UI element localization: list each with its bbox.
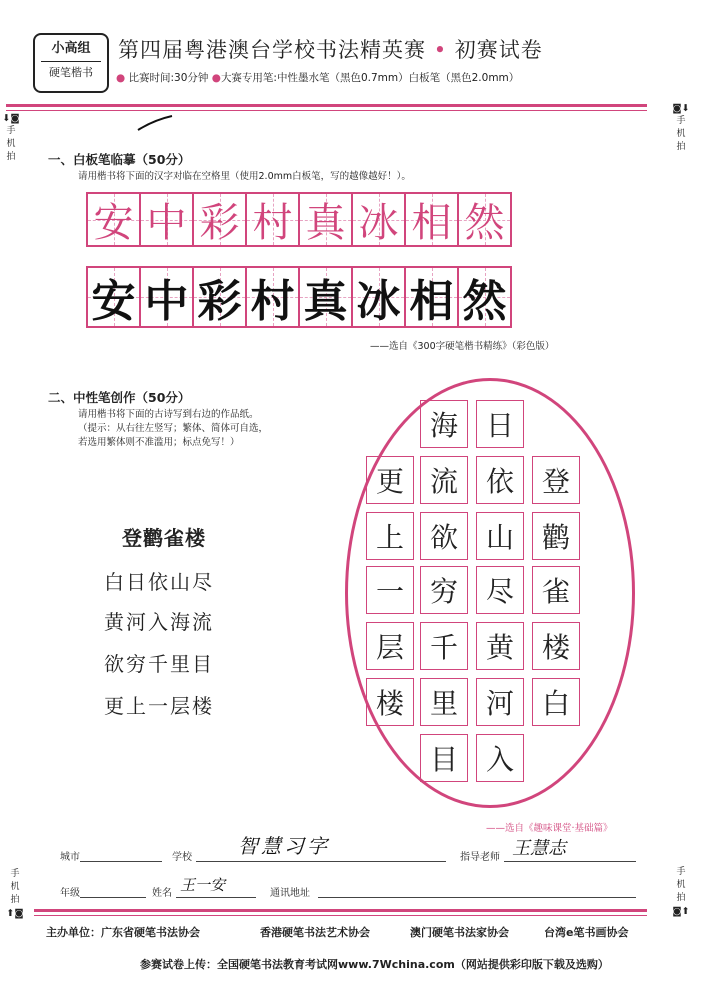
- upload-info: 参赛试卷上传：全国硬笔书法教育考试网www.7Wchina.com（网站提供彩印版下载及选购）: [140, 958, 609, 971]
- side-note-left-top: ⬇◙ 手机拍: [2, 113, 20, 162]
- grade-label: 年级: [60, 888, 80, 899]
- section1-instruction: 请用楷书将下面的汉字对临在空格里（使用2.0mm白板笔，写的越像越好！）。: [78, 171, 411, 182]
- badge-style-label: 硬笔楷书: [41, 61, 101, 84]
- practice-cell: 中: [139, 266, 194, 328]
- practice-cell: 真: [298, 266, 353, 328]
- oval-cell: 尽: [476, 566, 524, 614]
- oval-cell: 登: [532, 456, 580, 504]
- oval-cell: 里: [420, 678, 468, 726]
- model-cell: 中: [139, 192, 194, 247]
- page-title: 第四届粤港澳台学校书法精英赛 • 初赛试卷: [118, 38, 543, 62]
- oval-cell: 一: [366, 566, 414, 614]
- name-field[interactable]: [176, 896, 256, 898]
- oval-cell: 目: [420, 734, 468, 782]
- school-value: 智慧习字: [238, 834, 330, 858]
- oval-cell: 上: [366, 512, 414, 560]
- practice-cell: 然: [457, 266, 512, 328]
- practice-cell: 彩: [192, 266, 247, 328]
- exam-info: ● 比赛时间:30分钟 ●大赛专用笔:中性墨水笔（黑色0.7mm）白板笔（黑色2.0mm）: [116, 72, 520, 84]
- oval-cell: 海: [420, 400, 468, 448]
- side-note-right-top: ◙⬇ 手机拍: [672, 103, 690, 152]
- section2-heading: 二、中性笔创作（50分）: [48, 390, 191, 405]
- camera-icon: ⬆◙: [6, 908, 24, 919]
- oval-cell: 黄: [476, 622, 524, 670]
- badge-group-label: 小高组: [51, 41, 91, 56]
- oval-cell: 更: [366, 456, 414, 504]
- section1-source: ——选自《300字硬笔楷书精练》（彩色版）: [370, 341, 555, 352]
- teacher-value: 王慧志: [512, 838, 566, 859]
- school-label: 学校: [172, 852, 192, 863]
- poem-line: 更上一层楼: [104, 694, 214, 718]
- section2-instruction-3: 若选用繁体则不准滥用；标点免写！）: [78, 437, 240, 448]
- oval-cell: 欲: [420, 512, 468, 560]
- city-label: 城市: [60, 852, 80, 863]
- teacher-field[interactable]: [504, 860, 636, 862]
- footer-divider: [34, 909, 647, 912]
- practice-cell: 冰: [351, 266, 406, 328]
- oval-cell: 楼: [532, 622, 580, 670]
- model-cell: 安: [86, 192, 141, 247]
- model-cell: 村: [245, 192, 300, 247]
- grade-field[interactable]: [80, 896, 146, 898]
- oval-cell: 河: [476, 678, 524, 726]
- poem-line: 黄河入海流: [104, 610, 214, 634]
- section2-source: ——选自《趣味课堂·基础篇》: [486, 823, 613, 834]
- oval-cell: 白: [532, 678, 580, 726]
- section2-instruction-1: 请用楷书将下面的古诗写到右边的作品纸。: [78, 409, 259, 420]
- oval-cell: 流: [420, 456, 468, 504]
- poem-line: 白日依山尽: [104, 570, 214, 594]
- oval-cell: 层: [366, 622, 414, 670]
- school-field[interactable]: [196, 860, 446, 862]
- oval-cell: 楼: [366, 678, 414, 726]
- camera-icon: ◙⬆: [672, 906, 690, 917]
- section2-instruction-2: （提示：从右往左竖写；繁体、简体可自选，: [78, 423, 269, 434]
- address-field[interactable]: [318, 896, 636, 898]
- name-value: 王一安: [180, 876, 226, 894]
- oval-cell: 日: [476, 400, 524, 448]
- oval-cell: 千: [420, 622, 468, 670]
- practice-cell: 相: [404, 266, 459, 328]
- name-label: 姓名: [152, 888, 172, 899]
- organizer-1: 主办单位：广东省硬笔书法协会: [46, 926, 200, 939]
- practice-cell: 村: [245, 266, 300, 328]
- camera-icon: ⬇◙: [2, 113, 20, 124]
- oval-cell: 雀: [532, 566, 580, 614]
- teacher-label: 指导老师: [460, 852, 500, 863]
- oval-cell: 穷: [420, 566, 468, 614]
- model-cell: 然: [457, 192, 512, 247]
- model-cell: 真: [298, 192, 353, 247]
- practice-cell: 安: [86, 266, 141, 328]
- section1-heading: 一、白板笔临摹（50分）: [48, 152, 191, 167]
- organizer-4: 台湾e笔书画协会: [544, 926, 629, 939]
- oval-cell: 山: [476, 512, 524, 560]
- city-field[interactable]: [80, 860, 162, 862]
- organizer-3: 澳门硬笔书法家协会: [410, 926, 509, 939]
- poem-line: 欲穷千里目: [104, 652, 214, 676]
- model-cell: 冰: [351, 192, 406, 247]
- poem-title: 登鹳雀楼: [122, 526, 206, 550]
- oval-cell: 鹳: [532, 512, 580, 560]
- oval-cell: 依: [476, 456, 524, 504]
- oval-cell: 入: [476, 734, 524, 782]
- side-note-right-bottom: 手机拍 ◙⬆: [672, 867, 690, 917]
- model-cell: 相: [404, 192, 459, 247]
- organizer-2: 香港硬笔书法艺术协会: [260, 926, 370, 939]
- address-label: 通讯地址: [270, 888, 310, 899]
- model-cell: 彩: [192, 192, 247, 247]
- side-note-left-bottom: 手机拍 ⬆◙: [6, 869, 24, 919]
- footer-divider-thin: [34, 915, 647, 916]
- camera-icon: ◙⬇: [672, 103, 690, 114]
